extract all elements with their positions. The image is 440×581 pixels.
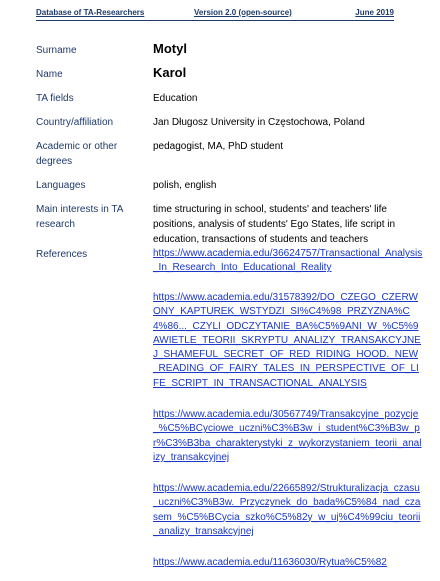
academic-degrees-value: pedagogist, MA, PhD student <box>153 141 284 152</box>
reference-link-5-text[interactable]: https://www.academia.edu/11636030/Rytua%C5%82 <box>153 557 387 568</box>
reference-link-2[interactable] <box>153 291 423 391</box>
reference-link-1[interactable] <box>153 247 423 276</box>
reference-link-5[interactable] <box>153 556 423 570</box>
country-label: Country/affiliation <box>36 117 114 128</box>
languages-label: Languages <box>36 180 86 191</box>
reference-link-4[interactable] <box>153 482 423 539</box>
interests-value: time structuring in school, students' and teachers' life positions, analysis of students' Ego States, life script in education, transactions of students and teachers <box>153 204 396 245</box>
header-date: June 2019 <box>355 8 394 17</box>
reference-link-3-text[interactable]: https://www.academia.edu/30567749/Transakcyjne_pozycje_%C5%BCyciowe_uczni%C3%B3w_i_student%C3%B3w_pr%C3%B3ba_charakterystyki_z_wykorzystaniem_teorii_analizy_transakcyjnej <box>153 409 422 463</box>
header-version: Version 2.0 (open-source) <box>194 8 292 17</box>
header-database-title: Database of TA-Researchers <box>36 8 145 17</box>
reference-link-4-text[interactable]: https://www.academia.edu/22665892/Strukturalizacja_czasu_uczni%C3%B3w._Przyczynek_do_bada%C5%84_nad_czasem_%C5%BCycia_szko%C5%82y_w_uj%C4%99ciu_teorii_analizy_transakcyjnej <box>153 483 421 537</box>
reference-link-3[interactable] <box>153 408 423 465</box>
references-label: References <box>36 249 88 260</box>
surname-value: Motyl <box>153 41 187 56</box>
name-label: Name <box>36 69 63 80</box>
interests-label: Main interests in TA research <box>36 204 123 230</box>
name-value: Karol <box>153 65 187 80</box>
languages-value: polish, english <box>153 180 217 191</box>
ta-fields-label: TA fields <box>36 93 74 104</box>
academic-degrees-label: Academic or other degrees <box>36 141 118 167</box>
surname-label: Surname <box>36 45 77 56</box>
reference-link-2-text[interactable]: https://www.academia.edu/31578392/DO_CZEGO_CZERWONY_KAPTUREK_WSTYDZI_SI%C4%98_PRZYZNA%C4%86..._CZYLI_ODCZYTANIE_BA%C5%9ANI_W_%C5%9AWIETLE_TEORII_SKRYPTU_ANALIZY_TRANSAKCYJNEJ_SHAMEFUL_SECRET_OF_RED_RIDING_HOOD._NEW_READING_OF_FAIRY_TALES_IN_PERSPECTIVE_OF_LIFE_SCRIPT_IN_TRANSACTIONAL_ANALYSIS <box>153 292 421 389</box>
country-value: Jan Długosz University in Częstochowa, Poland <box>153 117 365 128</box>
document-header <box>36 6 394 21</box>
ta-fields-value: Education <box>153 93 198 104</box>
reference-link-1-text[interactable]: https://www.academia.edu/36624757/Transactional_Analysis_In_Research_Into_Educational_Reality <box>153 248 423 274</box>
